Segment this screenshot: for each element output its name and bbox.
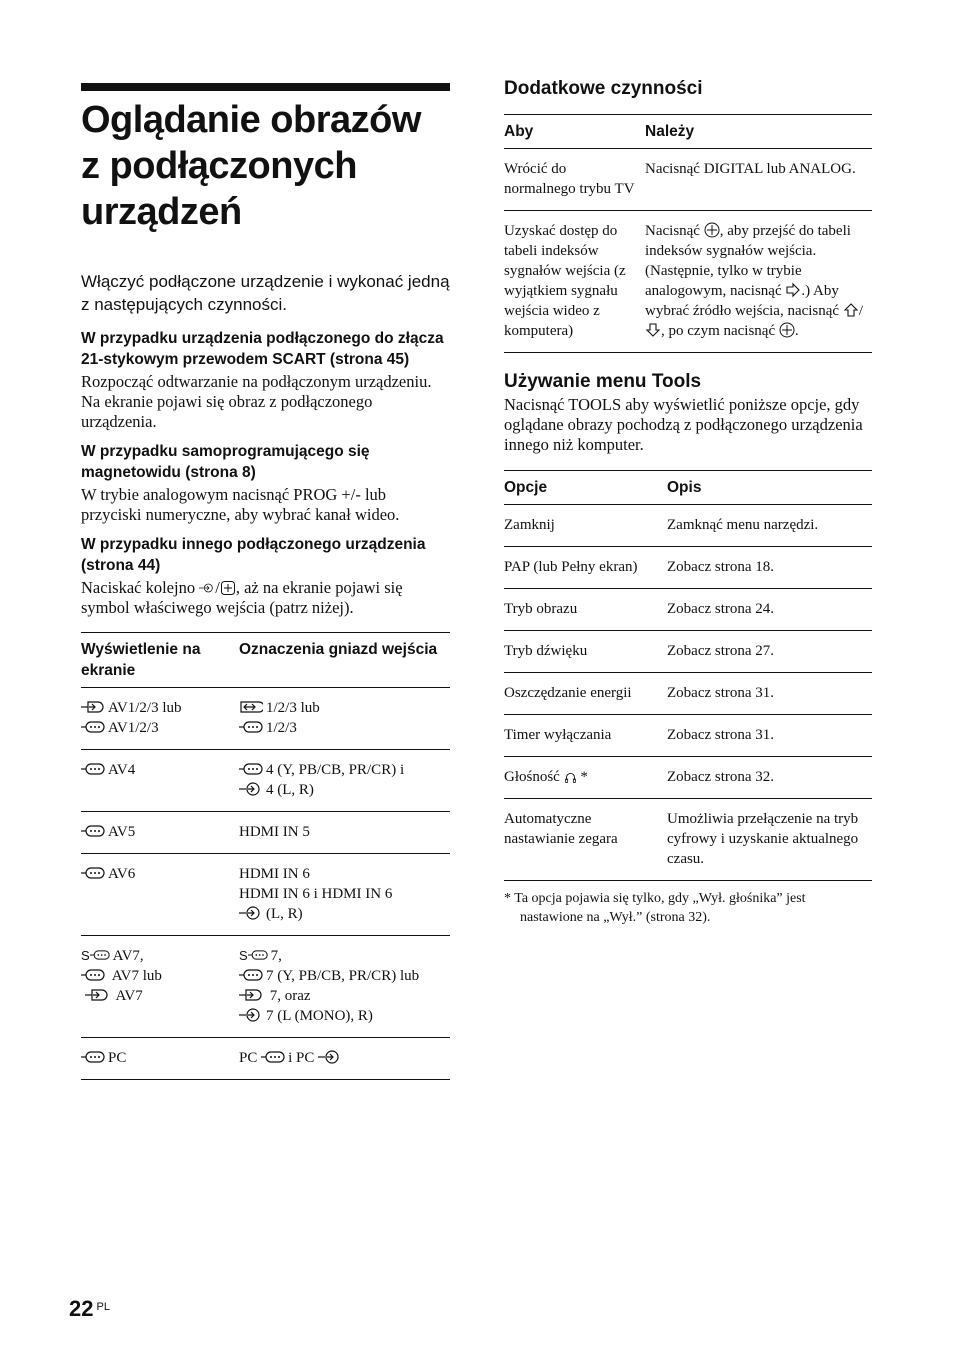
input-arrow-icon bbox=[239, 1008, 263, 1022]
column-header: Aby bbox=[504, 115, 645, 149]
component-input-icon bbox=[239, 968, 263, 982]
table-row bbox=[504, 757, 872, 799]
extra-heading: Dodatkowe czynności bbox=[504, 78, 703, 99]
component-input-icon bbox=[261, 1050, 285, 1064]
section-heading: W przypadku samoprogramującego się magnetowidu (strona 8) bbox=[81, 443, 370, 481]
jack-cell: HDMI IN 5 bbox=[239, 812, 450, 854]
display-cell: PC bbox=[81, 1038, 239, 1080]
display-cell: AV6 bbox=[81, 854, 239, 936]
section-line: Naciskać kolejno bbox=[81, 578, 196, 597]
aby-cell: Wrócić do normalnego trybu TV bbox=[504, 149, 645, 211]
input-arrow-icon bbox=[318, 1050, 342, 1064]
table-header-row bbox=[81, 633, 450, 688]
up-arrow-icon bbox=[843, 302, 859, 318]
input-arrow-icon bbox=[199, 580, 215, 596]
left-column bbox=[81, 83, 450, 1080]
desc-cell: Umożliwia przełączenie na tryb cyfrowy i uzyskanie aktualnego czasu. bbox=[667, 799, 872, 881]
section-line: Rozpocząć odtwarzanie na podłączonym urządzeniu. bbox=[81, 372, 432, 391]
desc-cell: Zobacz strona 31. bbox=[667, 715, 872, 757]
section-line: Na ekranie pojawi się obraz z podłączonego urządzenia. bbox=[81, 392, 373, 431]
extra-table bbox=[504, 114, 872, 353]
aby-cell: Uzyskać dostęp do tabeli indeksów sygnałów wejścia (z wyjątkiem sygnału wejścia wideo z komputera) bbox=[504, 211, 645, 353]
desc-cell: Zobacz strona 18. bbox=[667, 547, 872, 589]
tools-intro: Nacisnąć TOOLS aby wyświetlić poniższe opcje, gdy oglądane obrazy pochodzą z podłączonego urządzenia innego niż komputer. bbox=[504, 395, 863, 454]
component-input-icon bbox=[239, 762, 263, 776]
table-row bbox=[504, 149, 872, 211]
section-heading: W przypadku urządzenia podłączonego do złącza 21-stykowym przewodem SCART (strona 45) bbox=[81, 330, 444, 368]
input-arrow-icon bbox=[81, 700, 105, 714]
page-number-value: 22 bbox=[69, 1296, 94, 1321]
column-header: Należy bbox=[645, 115, 872, 149]
input-arrow-icon bbox=[85, 988, 109, 1002]
jack-cell: S 7, 7 (Y, PB/CB, PR/CR) lub 7, oraz 7 (L (MONO), R) bbox=[239, 936, 450, 1038]
table-header-row bbox=[504, 115, 872, 149]
table-row bbox=[504, 799, 872, 881]
table-row bbox=[504, 505, 872, 547]
display-cell: AV1/2/3 lub AV1/2/3 bbox=[81, 688, 239, 750]
component-input-icon bbox=[81, 1050, 105, 1064]
section-line: , aż na ekranie pojawi się symbol właściwego wejścia (patrz niżej). bbox=[81, 578, 403, 617]
right-arrow-icon bbox=[785, 282, 801, 298]
option-cell: Głośność * bbox=[504, 757, 667, 799]
desc-cell: Zamknąć menu narzędzi. bbox=[667, 505, 872, 547]
title-line: urządzeń bbox=[81, 191, 242, 233]
down-arrow-icon bbox=[645, 322, 661, 338]
component-input-icon bbox=[81, 720, 105, 734]
table-row bbox=[81, 750, 450, 812]
circle-plus-icon bbox=[779, 322, 795, 338]
section-body bbox=[81, 372, 450, 432]
table-row bbox=[81, 688, 450, 750]
s-video-icon bbox=[90, 948, 110, 962]
intro-text: Włączyć podłączone urządzenie i wykonać jedną z następujących czynności. bbox=[81, 272, 450, 314]
option-cell: Tryb obrazu bbox=[504, 589, 667, 631]
section-heading: W przypadku innego podłączonego urządzenia (strona 44) bbox=[81, 536, 426, 574]
option-cell: PAP (lub Pełny ekran) bbox=[504, 547, 667, 589]
table-row bbox=[504, 631, 872, 673]
option-cell: Automatyczne nastawianie zegara bbox=[504, 799, 667, 881]
title-line: Oglądanie obrazów bbox=[81, 99, 421, 141]
option-cell: Zamknij bbox=[504, 505, 667, 547]
option-cell: Oszczędzanie energii bbox=[504, 673, 667, 715]
table-row bbox=[81, 1038, 450, 1080]
table-row bbox=[81, 936, 450, 1038]
tools-table bbox=[504, 470, 872, 881]
inputs-table bbox=[81, 632, 450, 1080]
input-arrow-icon bbox=[239, 906, 263, 920]
desc-cell: Zobacz strona 24. bbox=[667, 589, 872, 631]
input-arrow-icon bbox=[239, 988, 263, 1002]
column-header: Opis bbox=[667, 471, 872, 505]
option-cell: Timer wyłączania bbox=[504, 715, 667, 757]
s-video-icon bbox=[248, 948, 268, 962]
jack-cell: HDMI IN 6 HDMI IN 6 i HDMI IN 6 (L, R) bbox=[239, 854, 450, 936]
component-input-icon bbox=[81, 968, 105, 982]
desc-cell: Zobacz strona 31. bbox=[667, 673, 872, 715]
footnote: * Ta opcja pojawia się tylko, gdy „Wył. głośnika” jest nastawione na „Wył.” (strona 32). bbox=[504, 891, 806, 925]
title-line: z podłączonych bbox=[81, 145, 357, 187]
section-body: W trybie analogowym nacisnąć PROG +/- lub przyciski numeryczne, aby wybrać kanał wideo. bbox=[81, 485, 400, 524]
option-cell: Tryb dźwięku bbox=[504, 631, 667, 673]
display-cell: AV4 bbox=[81, 750, 239, 812]
table-row bbox=[504, 589, 872, 631]
section-body: Naciskać kolejno / , aż na ekranie pojawi się symbol właściwego wejścia (patrz niżej). bbox=[81, 578, 403, 617]
tools-heading: Używanie menu Tools bbox=[504, 371, 702, 392]
desc-cell: Zobacz strona 27. bbox=[667, 631, 872, 673]
right-column bbox=[504, 76, 872, 927]
jack-cell: 4 (Y, PB/CB, PR/CR) i 4 (L, R) bbox=[239, 750, 450, 812]
table-row bbox=[504, 673, 872, 715]
table-header-row bbox=[504, 471, 872, 505]
scart-inout-icon bbox=[239, 700, 263, 714]
page-title bbox=[81, 97, 450, 235]
component-input-icon bbox=[239, 720, 263, 734]
component-input-icon bbox=[81, 762, 105, 776]
title-rule bbox=[81, 83, 450, 91]
display-cell: S AV7, AV7 lub AV7 bbox=[81, 936, 239, 1038]
input-arrow-icon bbox=[239, 782, 263, 796]
component-input-icon bbox=[81, 866, 105, 880]
table-row bbox=[81, 812, 450, 854]
table-row bbox=[81, 854, 450, 936]
external-input-icon bbox=[220, 580, 236, 596]
desc-cell: Zobacz strona 32. bbox=[667, 757, 872, 799]
jack-cell: PC i PC bbox=[239, 1038, 450, 1080]
column-header: Wyświetlenie na ekranie bbox=[81, 633, 239, 688]
page-number bbox=[69, 1296, 110, 1322]
circle-plus-icon bbox=[704, 222, 720, 238]
nalezy-cell: Nacisnąć , aby przejść do tabeli indeksów sygnałów wejścia. (Następnie, tylko w trybie analogowym, nacisnąć .) Aby wybrać źródło wejścia, nacisnąć /, po czym nacisnąć . bbox=[645, 211, 872, 353]
column-header: Opcje bbox=[504, 471, 667, 505]
headphones-icon bbox=[564, 771, 577, 784]
component-input-icon bbox=[81, 824, 105, 838]
table-row bbox=[504, 547, 872, 589]
jack-cell: 1/2/3 lub 1/2/3 bbox=[239, 688, 450, 750]
nalezy-cell: Nacisnąć DIGITAL lub ANALOG. bbox=[645, 149, 872, 211]
display-cell: AV5 bbox=[81, 812, 239, 854]
table-row bbox=[504, 715, 872, 757]
table-row bbox=[504, 211, 872, 353]
page-language: PL bbox=[96, 1300, 110, 1313]
column-header: Oznaczenia gniazd wejścia bbox=[239, 633, 450, 688]
